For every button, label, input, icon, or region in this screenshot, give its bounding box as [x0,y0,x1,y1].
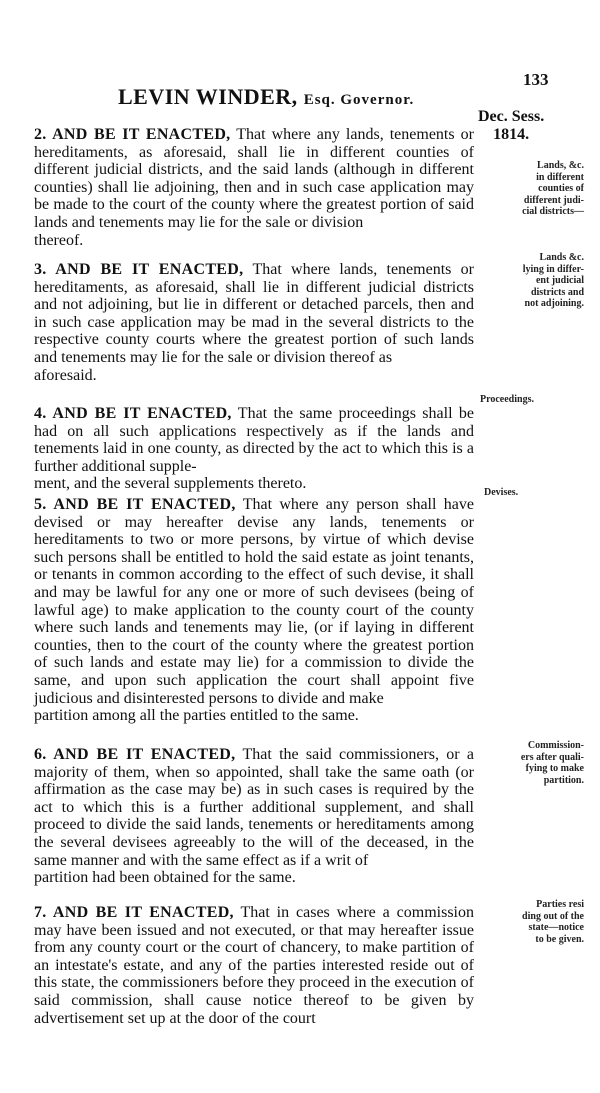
section-text: That where any lands, tenements or hereditaments, as aforesaid, shall lie in different counties of different judicial districts, and the said lands (although in different counties) shall lie adjoining, then and in such case application may be made to the court of the county where the greatest portion of said lands and tenements may lie for the sale or division [34,126,474,231]
margin-note-commissioners: Commission- ers after quali- fying to make partition. [520,740,584,786]
margin-note-proceedings: Proceedings. [480,394,534,405]
section-lead: 5. AND BE IT ENACTED, [34,496,236,513]
section-5 [34,496,474,725]
section-3 [34,261,474,384]
section-2 [34,126,474,249]
section-text: That where any person shall have devised or may hereafter devise any lands, tenements or hereditaments to two or more persons, by virtue of which devise such persons shall be entitled to hold the said estate as joint tenants, or tenants in common according to the effect of such devise, it shall and may be lawful for any one or more of such devisees (being of lawful age) to make application to the county court of the county where such lands and tenements may lie, (or if laying in different counties, then to the court of the county where the greatest portion of such lands and estate may lie) for a commission to divide the same, and upon such application the court shall appoint five judicious and disinterested persons to divide and make [34,496,474,707]
session-label [478,108,544,144]
section-7 [34,904,474,1027]
section-text: That in cases where a commission may have been issued and not executed, or that may hereafter issue from any county court or the court of chancery, to make partition of an intestate's estate, and any of the parties interested reside out of this state, the commissioners before they proceed in the execution of said commission, shall cause notice thereof to be given by advertisement set up at the door of the court [34,904,474,1027]
section-lead: 6. AND BE IT ENACTED, [34,746,236,763]
margin-note-parties-out-of-state: Parties resi ding out of the state—notice to be given. [522,899,584,945]
section-text: That the said commissioners, or a majority of them, when so appointed, shall take the same oath (or affirmation as the case may be) as in such cases is required by the act to which this is a further additional supplement, and shall proceed to divide the said lands, tenements or hereditaments among the several devisees agreeably to the will of the deceased, in the same manner and with the same effect as if a writ of [34,746,474,869]
margin-note-lands-not-adjoining: Lands &c. lying in differ- ent judicial districts and not adjoining. [522,252,584,309]
section-lead: 7. AND BE IT ENACTED, [34,904,234,921]
section-tail: partition had been obtained for the same. [34,869,296,887]
section-lead: 2. AND BE IT ENACTED, [34,126,231,143]
section-tail: ment, and the several supplements thereto. [34,475,307,493]
section-tail: aforesaid. [34,366,97,384]
session-line-1: Dec. Sess. [478,108,545,125]
section-4 [34,405,474,493]
running-header [118,84,414,110]
session-line-2: 1814. [493,126,530,143]
section-6 [34,746,474,887]
page-number: 133 [523,70,549,89]
section-tail: thereof. [34,231,84,249]
margin-note-devises: Devises. [484,487,519,498]
section-lead: 4. AND BE IT ENACTED, [34,405,232,422]
section-tail: partition among all the parties entitled to the same. [34,707,359,725]
section-text: That the same proceedings shall be had on all such applications respectively as if the lands and tenements laid in one county, as directed by the act to which this is a further additional supple- [34,405,474,475]
margin-note-lands-different-districts: Lands, &c. in different counties of different judi- cial districts— [522,160,584,217]
header-name: LEVIN WINDER, [118,84,298,109]
section-text: That where lands, tenements or hereditaments, as aforesaid, shall lie in different judicial districts and not adjoining, but lie in different or detached parcels, then and in such case application may be mad in the several districts to the respective county courts where the greatest portion of such lands and tenements may lie for the sale or division thereof as [34,261,474,366]
section-lead: 3. AND BE IT ENACTED, [34,261,244,278]
header-title: Esq. Governor. [303,92,415,108]
